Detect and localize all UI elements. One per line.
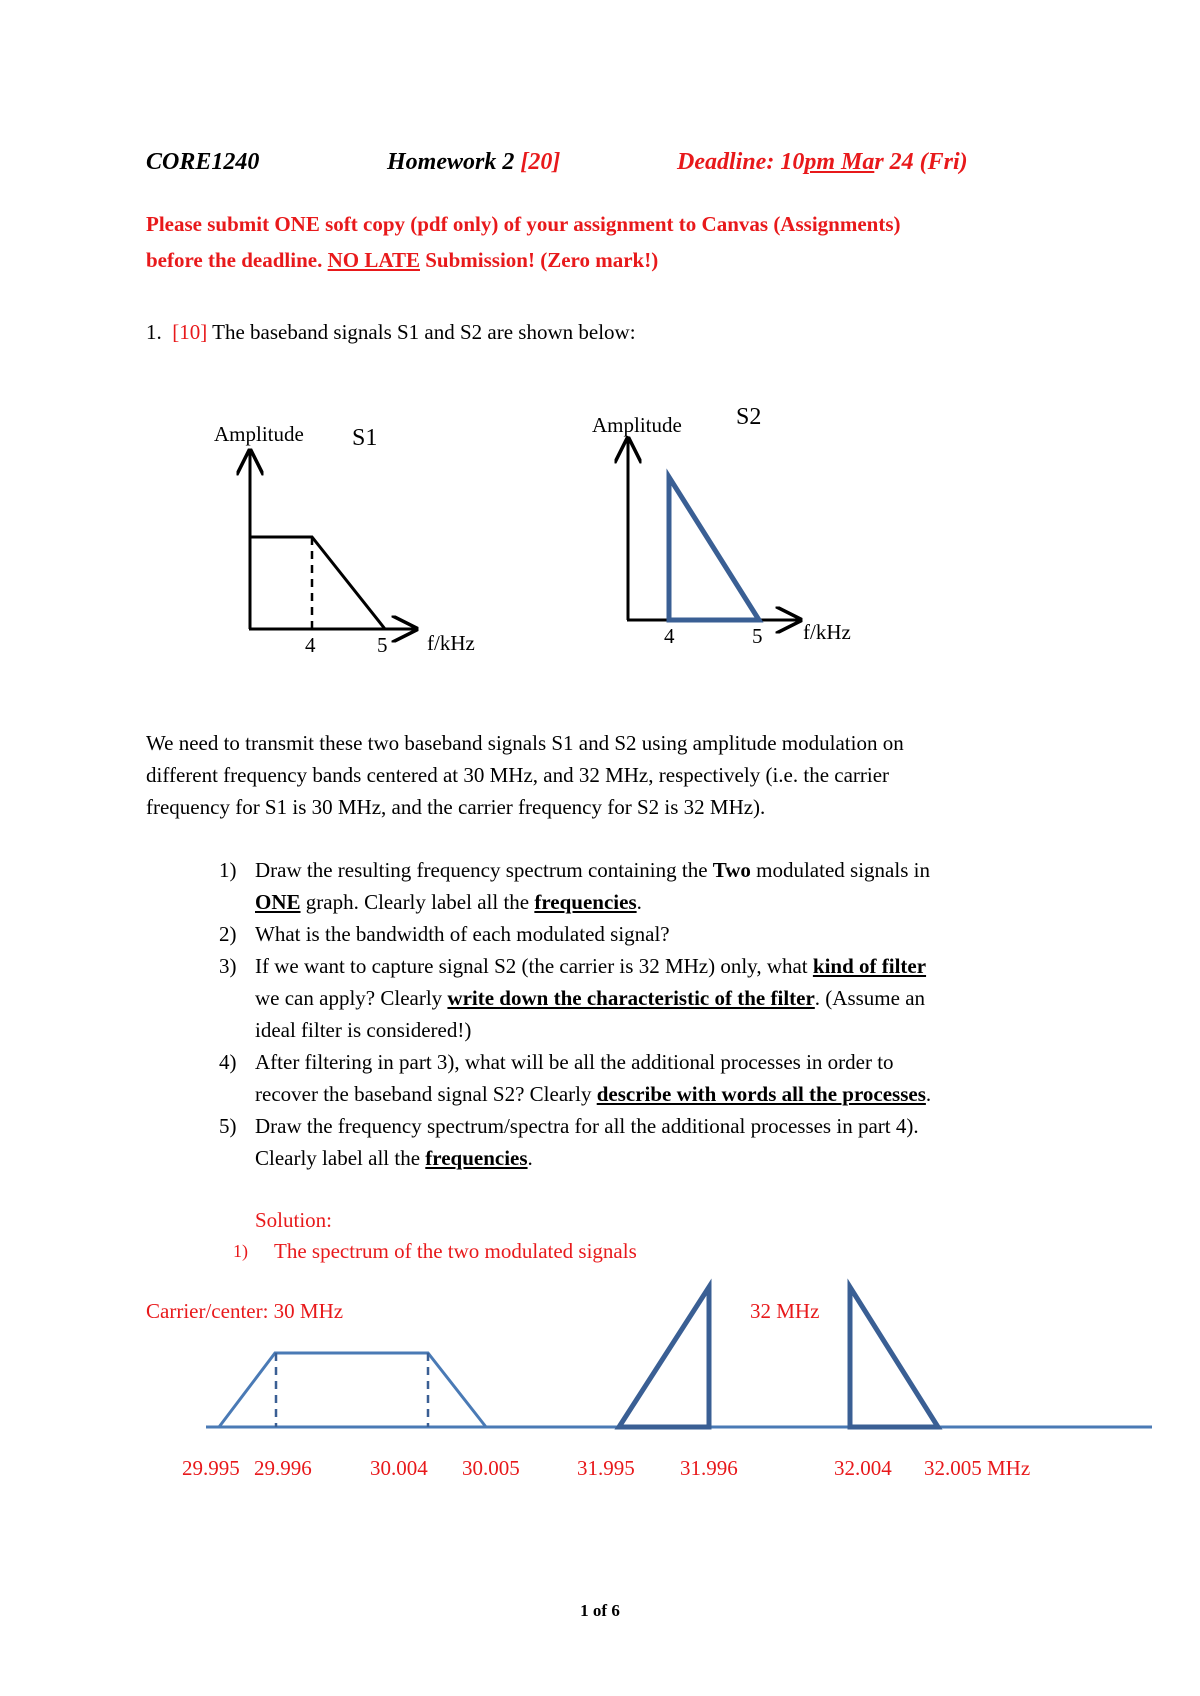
deadline-suffix: r 24 (Fri) (874, 149, 968, 175)
text: Draw the resulting frequency spectrum containing the (255, 858, 713, 882)
paragraph-line2: different frequency bands centered at 30 MHz, and 32 MHz, respectively (i.e. the carrier (146, 763, 890, 787)
s1-ylabel: Amplitude (214, 422, 304, 446)
subquestion-3-line3: ideal filter is considered!) (255, 1018, 472, 1042)
subquestion-3-number: 3) (219, 954, 237, 978)
s2-ylabel: Amplitude (592, 413, 682, 437)
question-text: The baseband signals S1 and S2 are shown below: (207, 320, 636, 344)
freq-label: 32.005 MHz (924, 1456, 1031, 1480)
text: graph. Clearly label all the (300, 890, 535, 914)
s2-name: S2 (736, 404, 762, 430)
text: recover the baseband signal S2? Clearly (255, 1082, 597, 1106)
s2-signal-shape (669, 477, 759, 620)
s2-xlabel: f/kHz (803, 620, 851, 644)
freq-label: 29.996 (254, 1456, 312, 1480)
subquestion-5-line1: Draw the frequency spectrum/spectra for all the additional processes in part 4). (255, 1114, 919, 1138)
emphasis: kind of filter (812, 954, 927, 978)
text: . (527, 1146, 533, 1170)
s2-tick-5: 5 (752, 624, 763, 648)
question-number: 1. (146, 320, 162, 344)
subquestion-4-line2 (255, 1082, 931, 1107)
deadline-prefix: Deadline: 10 (677, 149, 805, 175)
course-code: CORE1240 (146, 149, 260, 175)
subquestion-1-line2 (255, 890, 642, 915)
emphasis: Two (712, 858, 751, 882)
text: If we want to capture signal S2 (the carrier is 32 MHz) only, what (255, 954, 813, 978)
no-late-emphasis: NO LATE (327, 248, 420, 272)
subquestion-1-line1 (255, 858, 930, 883)
s1-xlabel: f/kHz (427, 631, 475, 655)
deadline-pm: pm Ma (804, 149, 875, 175)
freq-label: 31.996 (680, 1456, 738, 1480)
text: . (636, 890, 642, 914)
subquestion-3-line1 (255, 954, 926, 979)
s1-modulated-spectrum (219, 1353, 486, 1427)
freq-label: 30.004 (370, 1456, 428, 1480)
subquestion-5-number: 5) (219, 1114, 237, 1138)
upper-sideband-s2 (850, 1287, 938, 1427)
paragraph-line1: We need to transmit these two baseband signals S1 and S2 using amplitude modulation on (146, 731, 904, 755)
freq-label: 31.995 (577, 1456, 635, 1480)
carrier-30mhz-label: Carrier/center: 30 MHz (146, 1299, 344, 1323)
emphasis: frequencies (425, 1146, 528, 1170)
solution-item-text: The spectrum of the two modulated signals (274, 1239, 637, 1263)
subquestion-4-line1: After filtering in part 3), what will be all the additional processes in order to (255, 1050, 894, 1074)
subquestion-5-line2 (255, 1146, 533, 1171)
solution-item-number: 1) (233, 1241, 248, 1261)
subquestion-2-line1: What is the bandwidth of each modulated signal? (255, 922, 670, 946)
text: . (925, 1082, 932, 1106)
emphasis: frequencies (534, 890, 637, 914)
subquestion-2-number: 2) (219, 922, 237, 946)
s2-tick-4: 4 (664, 624, 675, 648)
emphasis: write down the characteristic of the filter (447, 986, 815, 1010)
subquestion-1-number: 1) (219, 858, 237, 882)
subquestion-3-line2 (255, 986, 925, 1011)
submission-notice-line1: Please submit ONE soft copy (pdf only) of your assignment to Canvas (Assignments) (146, 212, 901, 236)
s1-tick-4: 4 (305, 633, 316, 657)
lower-sideband-s2 (619, 1287, 709, 1427)
subquestion-4-number: 4) (219, 1050, 237, 1074)
paragraph-line3: frequency for S1 is 30 MHz, and the carrier frequency for S2 is 32 MHz). (146, 795, 766, 819)
text: modulated signals in (750, 858, 930, 882)
freq-label: 29.995 (182, 1456, 240, 1480)
solution-spectrum (146, 1287, 1152, 1480)
notice-text: before the deadline. (146, 248, 328, 272)
text: Clearly label all the (255, 1146, 426, 1170)
text: we can apply? Clearly (255, 986, 448, 1010)
emphasis: describe with words all the processes (596, 1082, 926, 1106)
s1-signal-shape (250, 537, 385, 629)
graph-s2 (592, 404, 851, 648)
carrier-32mhz-label: 32 MHz (750, 1299, 820, 1323)
homework-label: Homework 2 (387, 149, 521, 175)
s1-name: S1 (352, 425, 378, 451)
s1-tick-5: 5 (377, 633, 388, 657)
freq-label: 30.005 (462, 1456, 520, 1480)
emphasis: ONE (255, 890, 301, 914)
graph-s1 (214, 422, 475, 657)
text: . (Assume an (814, 986, 926, 1010)
page-number: 1 of 6 (580, 1601, 620, 1620)
freq-label: 32.004 (834, 1456, 892, 1480)
homework-marks: [20] (520, 149, 561, 175)
solution-heading: Solution: (255, 1208, 333, 1232)
question-marks: [10] (172, 320, 208, 344)
notice-text-end: Submission! (Zero mark!) (420, 248, 659, 272)
